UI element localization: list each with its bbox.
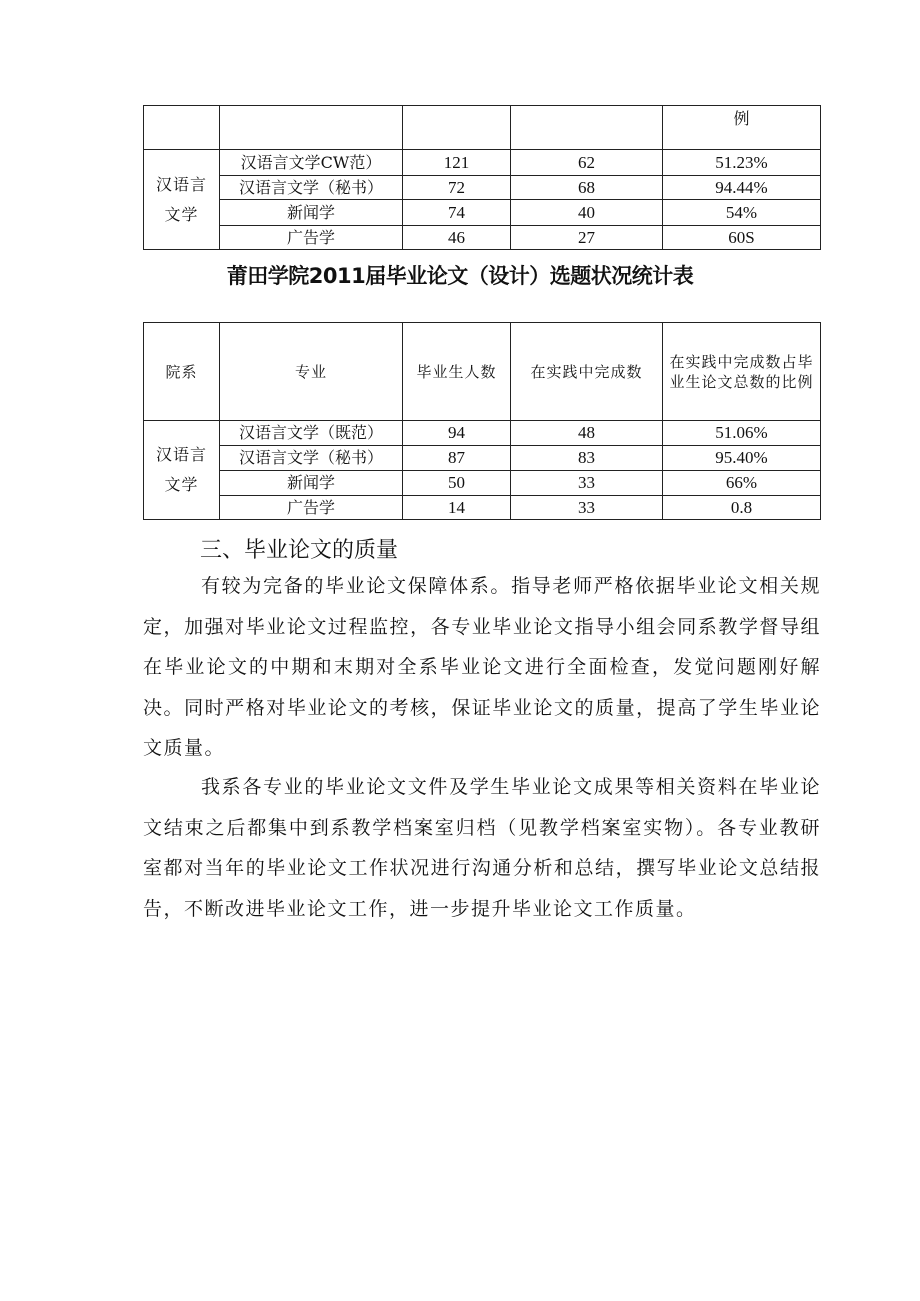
header-cell <box>144 106 220 150</box>
major-cell: 汉语言文学（秘书） <box>220 176 403 200</box>
ratio-cell: 94.44% <box>663 176 821 200</box>
graduates-cell: 14 <box>403 496 511 520</box>
table-title: 莆田学院2011届毕业论文（设计）选题状况统计表 <box>226 264 694 288</box>
ratio-cell: 0.8 <box>663 496 821 520</box>
header-cell <box>403 106 511 150</box>
major-cell: 汉语言文学（秘书） <box>220 446 403 471</box>
header-major: 专业 <box>220 323 403 421</box>
graduates-cell: 72 <box>403 176 511 200</box>
department-cell: 汉语言文学 <box>144 421 220 520</box>
ratio-cell: 60S <box>663 226 821 250</box>
table-row <box>144 150 821 176</box>
major-cell: 新闻学 <box>220 200 403 226</box>
graduates-cell: 87 <box>403 446 511 471</box>
section-heading: 三、毕业论文的质量 <box>200 538 399 563</box>
table-row <box>144 496 821 520</box>
table-header-row <box>144 323 821 421</box>
ratio-cell: 51.23% <box>663 150 821 176</box>
table-row <box>144 421 821 446</box>
completed-cell: 27 <box>511 226 663 250</box>
header-cell <box>220 106 403 150</box>
table-row <box>144 226 821 250</box>
table-row <box>144 471 821 496</box>
major-cell: 汉语言文学（既范） <box>220 421 403 446</box>
table-row <box>144 176 821 200</box>
header-ratio: 在实践中完成数占毕业生论文总数的比例 <box>663 323 821 421</box>
completed-cell: 83 <box>511 446 663 471</box>
ratio-cell: 54% <box>663 200 821 226</box>
table-row <box>144 446 821 471</box>
body-paragraph: 有较为完备的毕业论文保障体系。指导老师严格依据毕业论文相关规定，加强对毕业论文过程监控，各专业毕业论文指导小组会同系教学督导组在毕业论文的中期和末期对全系毕业论文进行全面检查，发觉问题刚好解决。同时严格对毕业论文的考核，保证毕业论文的质量，提高了学生毕业论文质量。 <box>143 575 821 759</box>
body-paragraph: 我系各专业的毕业论文文件及学生毕业论文成果等相关资料在毕业论文结束之后都集中到系教学档案室归档（见教学档案室实物）。各专业教研室都对当年的毕业论文工作状况进行沟通分析和总结，撰写毕业论文总结报告，不断改进毕业论文工作，进一步提升毕业论文工作质量。 <box>143 776 821 920</box>
major-cell: 汉语言文学CW范） <box>220 150 403 176</box>
ratio-cell: 51.06% <box>663 421 821 446</box>
major-cell: 广告学 <box>220 496 403 520</box>
major-cell: 广告学 <box>220 226 403 250</box>
header-department: 院系 <box>144 323 220 421</box>
department-cell: 汉语言文学 <box>144 150 220 250</box>
graduates-cell: 121 <box>403 150 511 176</box>
header-cell <box>511 106 663 150</box>
completed-cell: 40 <box>511 200 663 226</box>
header-graduates: 毕业生人数 <box>403 323 511 421</box>
graduates-cell: 46 <box>403 226 511 250</box>
completed-cell: 48 <box>511 421 663 446</box>
completed-cell: 33 <box>511 471 663 496</box>
table-row <box>144 200 821 226</box>
stats-table-2011 <box>143 322 821 520</box>
completed-cell: 62 <box>511 150 663 176</box>
completed-cell: 33 <box>511 496 663 520</box>
graduates-cell: 74 <box>403 200 511 226</box>
table-header-row <box>144 106 821 150</box>
ratio-cell: 95.40% <box>663 446 821 471</box>
ratio-cell: 66% <box>663 471 821 496</box>
completed-cell: 68 <box>511 176 663 200</box>
graduates-cell: 94 <box>403 421 511 446</box>
graduates-cell: 50 <box>403 471 511 496</box>
header-completed: 在实践中完成数 <box>511 323 663 421</box>
header-ratio-fragment: 例 <box>663 106 821 150</box>
stats-table-continued <box>143 105 821 250</box>
major-cell: 新闻学 <box>220 471 403 496</box>
